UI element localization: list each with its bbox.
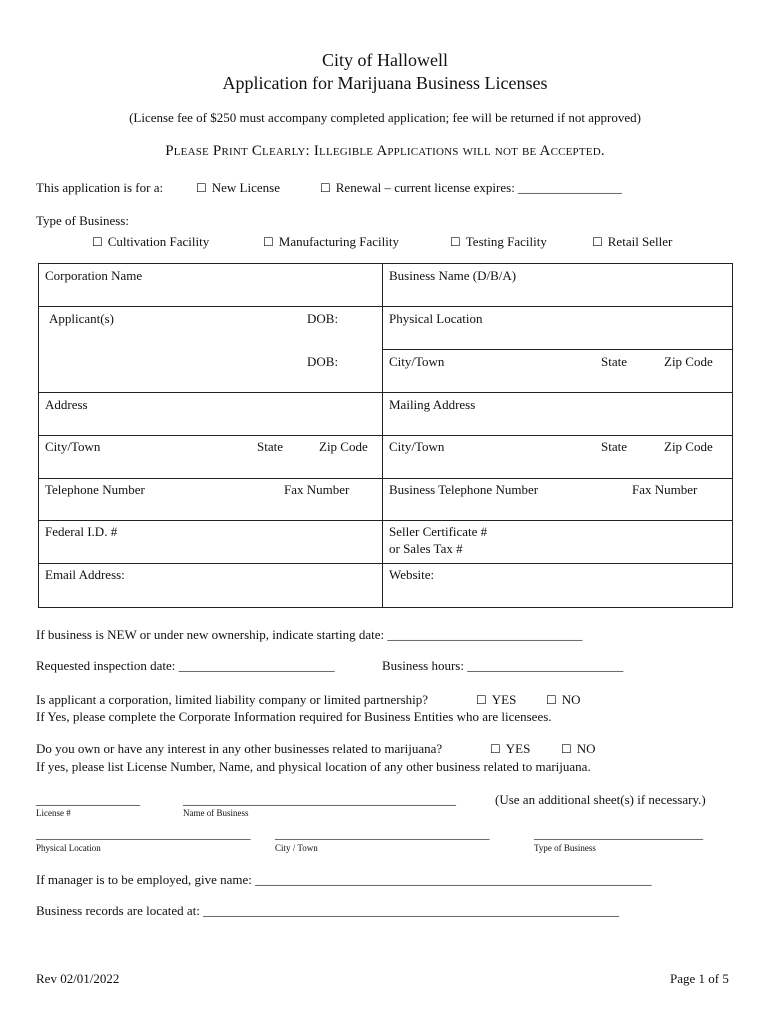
business-type-label: Type of Business: bbox=[36, 213, 129, 228]
business-records-line[interactable]: Business records are located at: ________________________________________________________________ bbox=[36, 903, 620, 918]
mailing-state-field[interactable]: State bbox=[601, 439, 627, 454]
checkbox-icon[interactable]: ☐ bbox=[592, 235, 603, 249]
physical-zip-field[interactable]: Zip Code bbox=[664, 354, 713, 369]
physical-location-blank[interactable]: _________________________________ bbox=[36, 826, 251, 841]
business-name-field[interactable]: Business Name (D/B/A) bbox=[389, 268, 517, 283]
checkbox-icon[interactable]: ☐ bbox=[546, 693, 557, 707]
physical-location-caption: Physical Location bbox=[36, 843, 101, 853]
retail-label: Retail Seller bbox=[607, 234, 673, 249]
applicants-field[interactable]: Applicant(s) bbox=[49, 311, 114, 326]
state-field[interactable]: State bbox=[257, 439, 283, 454]
row-line bbox=[38, 392, 733, 393]
manufacturing-label: Manufacturing Facility bbox=[278, 234, 399, 249]
type-of-business-caption: Type of Business bbox=[534, 843, 596, 853]
physical-state-field[interactable]: State bbox=[601, 354, 627, 369]
testing-label: Testing Facility bbox=[465, 234, 547, 249]
inspection-date-line[interactable]: Requested inspection date: ________________________ bbox=[36, 658, 335, 673]
website-field[interactable]: Website: bbox=[389, 567, 435, 582]
mailing-zip-field[interactable]: Zip Code bbox=[664, 439, 713, 454]
corp-no-option[interactable] bbox=[546, 692, 581, 708]
interest-no-label: NO bbox=[576, 741, 596, 756]
row-line bbox=[38, 478, 733, 479]
interest-note: If yes, please list License Number, Name, and physical location of any other business related to marijuana. bbox=[36, 759, 591, 774]
new-license-label: New License bbox=[211, 180, 280, 195]
type-of-business-blank[interactable]: __________________________ bbox=[534, 826, 703, 841]
business-name-blank[interactable]: __________________________________________ bbox=[183, 792, 456, 807]
manufacturing-option[interactable] bbox=[263, 234, 399, 250]
mailing-city-field[interactable]: City/Town bbox=[389, 439, 445, 454]
license-number-blank[interactable]: ________________ bbox=[36, 792, 140, 807]
address-field[interactable]: Address bbox=[45, 397, 88, 412]
interest-no-option[interactable] bbox=[561, 741, 596, 757]
corporation-question: Is applicant a corporation, limited liability company or limited partnership? bbox=[36, 692, 429, 707]
corporation-name-field[interactable]: Corporation Name bbox=[45, 268, 143, 283]
checkbox-icon[interactable]: ☐ bbox=[320, 181, 331, 195]
application-for-label: This application is for a: bbox=[36, 180, 164, 195]
corp-no-label: NO bbox=[561, 692, 581, 707]
row-line bbox=[38, 563, 733, 564]
fax-field[interactable]: Fax Number bbox=[284, 482, 350, 497]
business-hours-line[interactable]: Business hours: ________________________ bbox=[382, 658, 624, 673]
federal-id-field[interactable]: Federal I.D. # bbox=[45, 524, 118, 539]
mailing-address-field[interactable]: Mailing Address bbox=[389, 397, 476, 412]
new-license-option[interactable] bbox=[196, 180, 280, 196]
checkbox-icon[interactable]: ☐ bbox=[476, 693, 487, 707]
interest-yes-label: YES bbox=[505, 741, 531, 756]
business-fax-field[interactable]: Fax Number bbox=[632, 482, 698, 497]
checkbox-icon[interactable]: ☐ bbox=[450, 235, 461, 249]
row-line bbox=[382, 349, 733, 350]
telephone-field[interactable]: Telephone Number bbox=[45, 482, 145, 497]
renewal-label: Renewal – current license expires: ________________ bbox=[335, 180, 623, 195]
corp-yes-option[interactable] bbox=[476, 692, 516, 708]
retail-option[interactable] bbox=[592, 234, 672, 250]
row-line bbox=[38, 306, 733, 307]
print-notice: Please Print Clearly: Illegible Applications will not be Accepted. bbox=[165, 143, 605, 159]
fee-note: (License fee of $250 must accompany completed application; fee will be returned if not approved) bbox=[129, 110, 641, 125]
corp-yes-label: YES bbox=[491, 692, 517, 707]
city-town-caption: City / Town bbox=[275, 843, 318, 853]
checkbox-icon[interactable]: ☐ bbox=[263, 235, 274, 249]
interest-yes-option[interactable] bbox=[490, 741, 530, 757]
city-field[interactable]: City/Town bbox=[45, 439, 101, 454]
checkbox-icon[interactable]: ☐ bbox=[92, 235, 103, 249]
cultivation-option[interactable] bbox=[92, 234, 209, 250]
license-number-caption: License # bbox=[36, 808, 71, 818]
form-title: Application for Marijuana Business Licenses bbox=[222, 73, 548, 93]
renewal-option[interactable] bbox=[320, 180, 622, 196]
starting-date-line[interactable]: If business is NEW or under new ownership, indicate starting date: ______________________________ bbox=[36, 627, 583, 642]
checkbox-icon[interactable]: ☐ bbox=[196, 181, 207, 195]
manager-name-line[interactable]: If manager is to be employed, give name: _____________________________________________________________ bbox=[36, 872, 652, 887]
dob-field-2[interactable]: DOB: bbox=[307, 354, 339, 369]
city-title: City of Hallowell bbox=[322, 50, 448, 70]
revision-date: Rev 02/01/2022 bbox=[36, 971, 120, 986]
page-number: Page 1 of 5 bbox=[670, 971, 729, 986]
row-line bbox=[38, 520, 733, 521]
physical-location-field[interactable]: Physical Location bbox=[389, 311, 483, 326]
row-line bbox=[38, 435, 733, 436]
checkbox-icon[interactable]: ☐ bbox=[490, 742, 501, 756]
testing-option[interactable] bbox=[450, 234, 547, 250]
sales-tax-label: or Sales Tax # bbox=[389, 541, 463, 556]
email-field[interactable]: Email Address: bbox=[45, 567, 125, 582]
city-town-blank[interactable]: _________________________________ bbox=[275, 826, 490, 841]
dob-field-1[interactable]: DOB: bbox=[307, 311, 339, 326]
corporation-note: If Yes, please complete the Corporate Information required for Business Entities who are licensees. bbox=[36, 709, 552, 724]
business-telephone-field[interactable]: Business Telephone Number bbox=[389, 482, 539, 497]
seller-certificate-field[interactable]: Seller Certificate # bbox=[389, 524, 488, 539]
zip-field[interactable]: Zip Code bbox=[319, 439, 368, 454]
cultivation-label: Cultivation Facility bbox=[107, 234, 210, 249]
business-name-caption: Name of Business bbox=[183, 808, 249, 818]
additional-sheet-note: (Use an additional sheet(s) if necessary.) bbox=[495, 792, 706, 807]
physical-city-field[interactable]: City/Town bbox=[389, 354, 445, 369]
checkbox-icon[interactable]: ☐ bbox=[561, 742, 572, 756]
interest-question: Do you own or have any interest in any other businesses related to marijuana? bbox=[36, 741, 443, 756]
